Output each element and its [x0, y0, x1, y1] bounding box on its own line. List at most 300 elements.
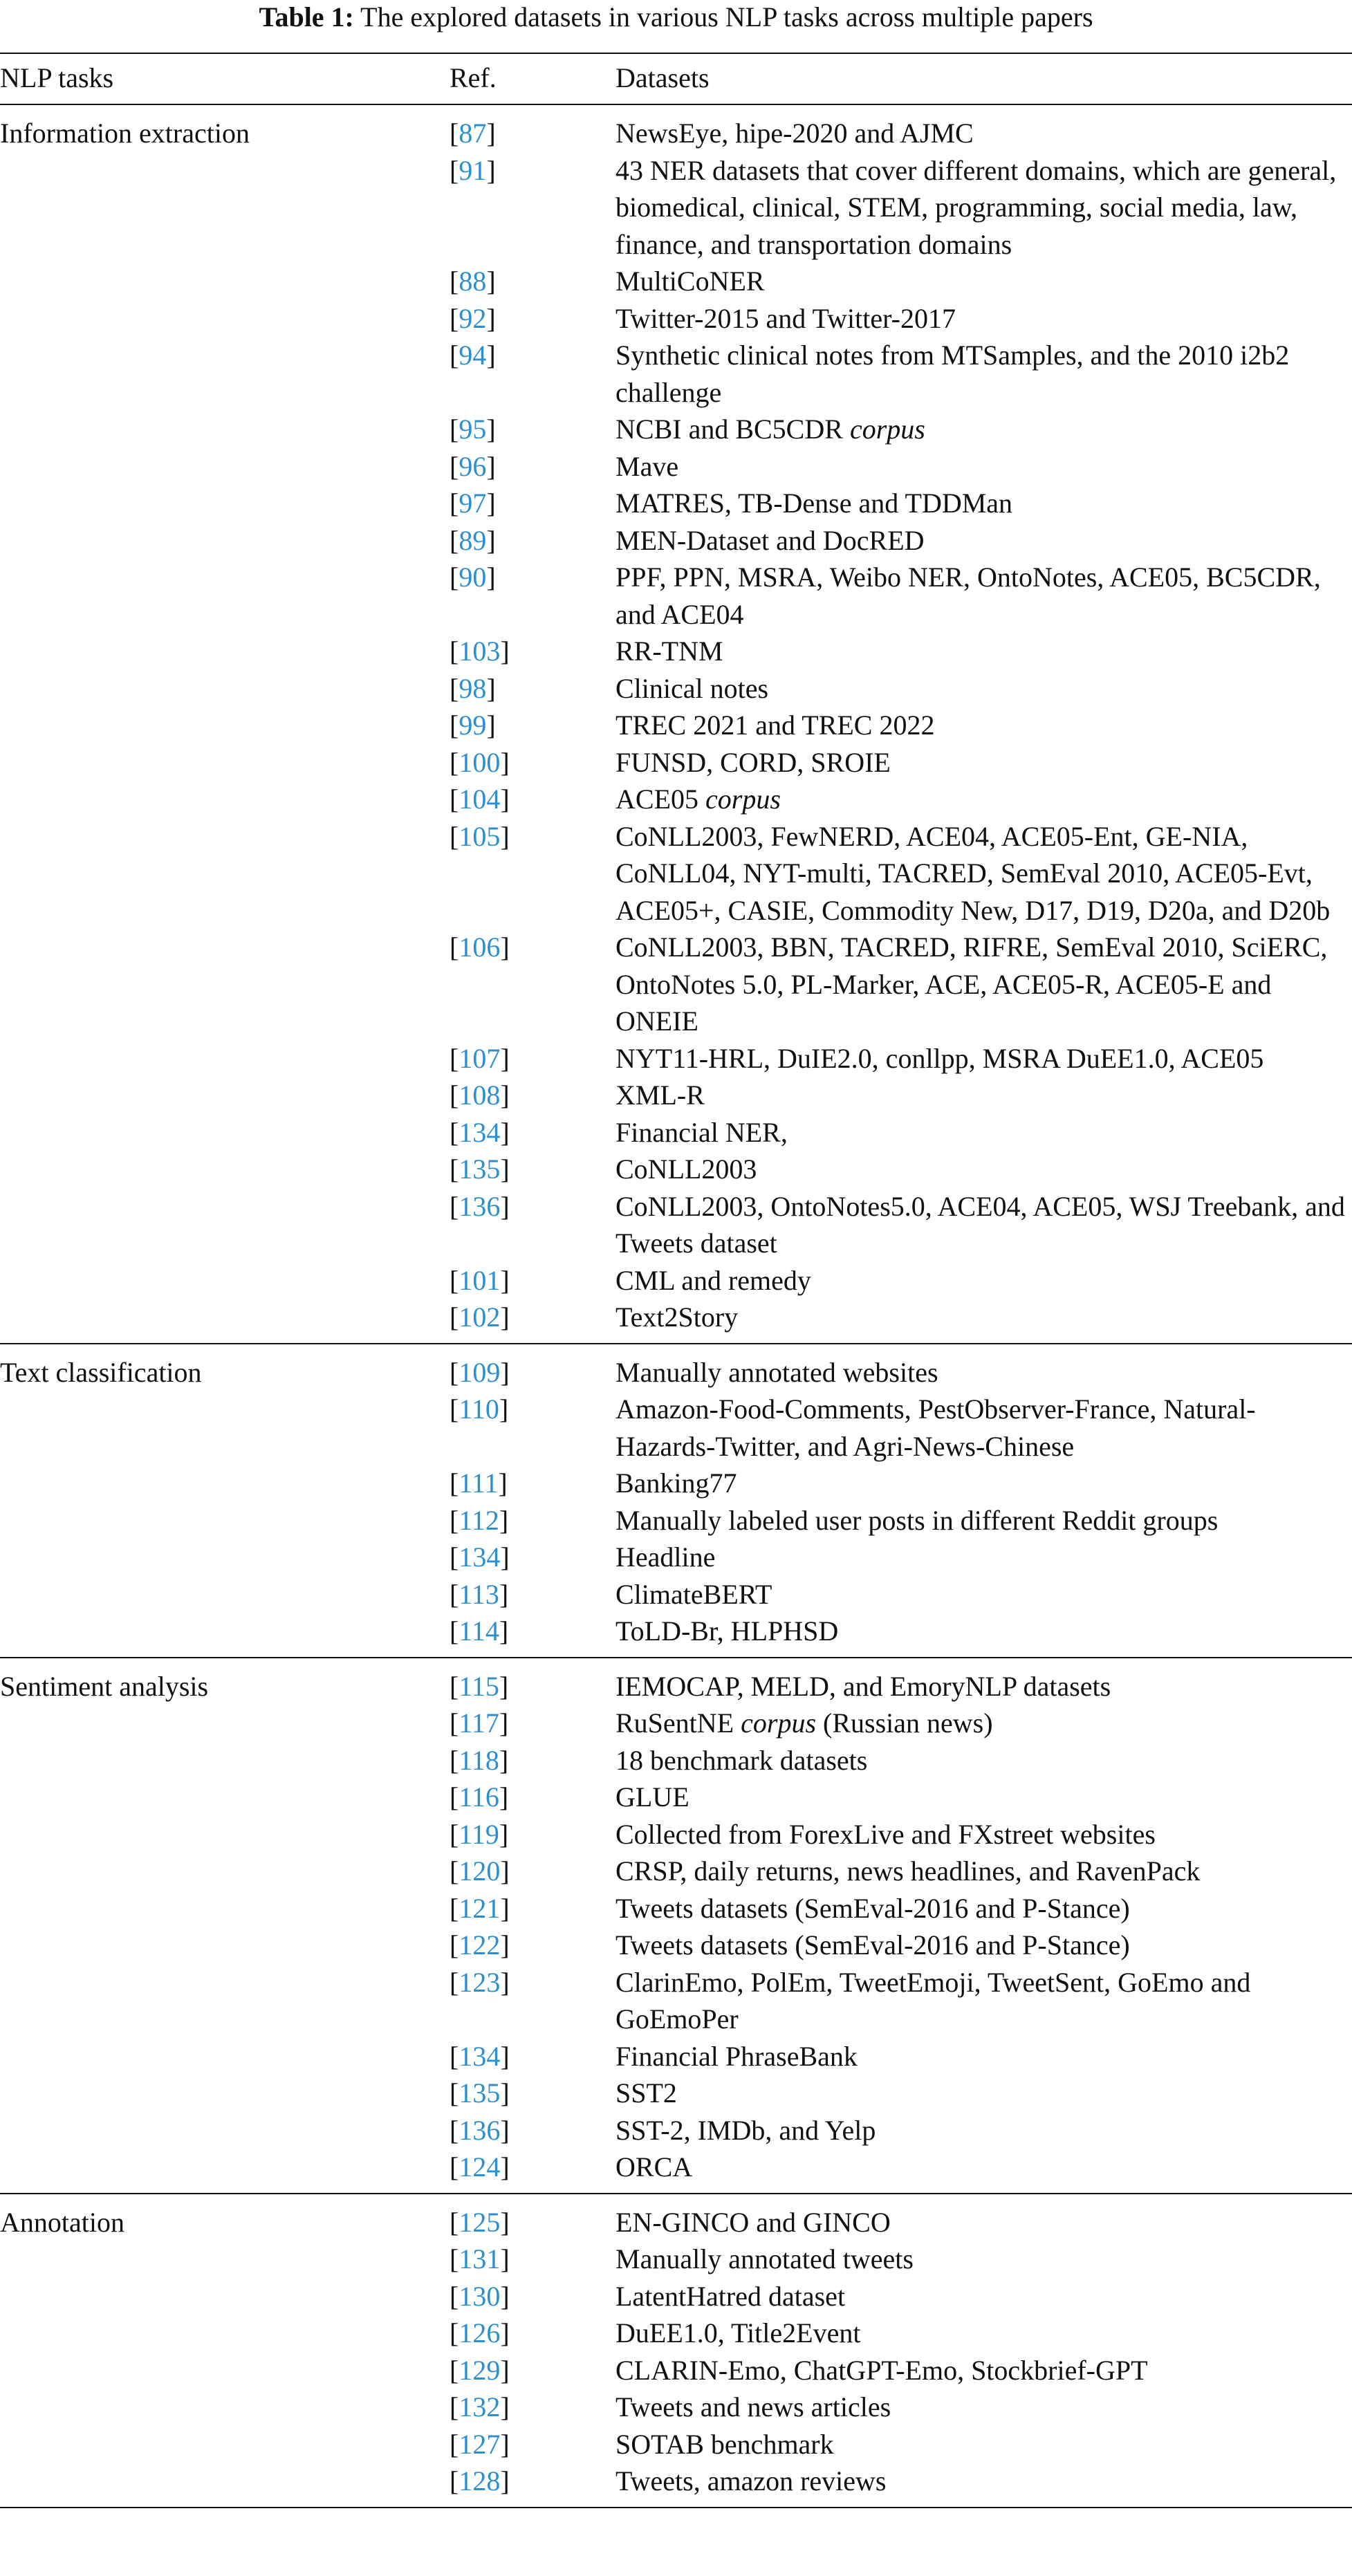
- bracket-open: [: [450, 524, 459, 556]
- datasets-text: EN-GINCO and GINCO: [615, 2206, 891, 2238]
- bracket-close: ]: [499, 1504, 509, 1536]
- task-label: Sentiment analysis: [0, 1670, 209, 1702]
- ref-cell: [450, 1816, 508, 1853]
- citation-link[interactable]: 98: [459, 672, 487, 704]
- datasets-cell: [615, 1151, 1349, 1188]
- bracket-open: [: [450, 414, 459, 445]
- table-row: [0, 2149, 1352, 2186]
- datasets-cell: [615, 1077, 1349, 1114]
- header-nlp-tasks: NLP tasks: [0, 62, 114, 93]
- datasets-cell: [615, 1927, 1349, 1964]
- citation-link[interactable]: 100: [459, 746, 501, 778]
- ref-cell: [450, 2112, 510, 2149]
- citation-link[interactable]: 130: [459, 2280, 501, 2312]
- table-row: [0, 1465, 1352, 1502]
- datasets-cell: [615, 485, 1349, 522]
- datasets-text: Amazon-Food-Comments, PestObserver-France, Natural-Hazards-Twitter, and Agri-News-Chinese: [615, 1393, 1256, 1462]
- datasets-text: MATRES, TB-Dense and TDDMan: [615, 488, 1013, 519]
- bracket-close: ]: [500, 2151, 510, 2183]
- datasets-cell: [615, 1391, 1349, 1465]
- ref-cell: [450, 929, 510, 966]
- ref-cell: [450, 2241, 510, 2278]
- ref-cell: [450, 522, 496, 559]
- bracket-close: ]: [498, 1467, 508, 1499]
- table-row: [0, 1539, 1352, 1576]
- table-row: [0, 744, 1352, 781]
- citation-link[interactable]: 134: [459, 2040, 501, 2072]
- datasets-cell: [615, 1040, 1349, 1077]
- datasets-text: SOTAB benchmark: [615, 2428, 834, 2460]
- bracket-open: [: [450, 1781, 459, 1813]
- bracket-close: ]: [500, 1190, 510, 1222]
- bracket-close: ]: [499, 1578, 509, 1610]
- bracket-close: ]: [500, 2243, 510, 2274]
- bracket-open: [: [450, 2151, 459, 2183]
- citation-link[interactable]: 127: [459, 2428, 501, 2460]
- table-row: [0, 2389, 1352, 2426]
- datasets-text: FUNSD, CORD, SROIE: [615, 746, 891, 778]
- bracket-close: ]: [500, 784, 510, 815]
- datasets-text: Manually annotated websites: [615, 1356, 938, 1388]
- datasets-cell: [615, 2426, 1349, 2463]
- datasets-text: CML and remedy: [615, 1264, 811, 1296]
- datasets-text: GLUE: [615, 1781, 689, 1813]
- datasets-cell: [615, 2112, 1349, 2149]
- table-row: [0, 2075, 1352, 2112]
- datasets-cell: [615, 300, 1349, 337]
- citation-link[interactable]: 118: [459, 1744, 499, 1776]
- citation-link[interactable]: 122: [459, 1929, 501, 1961]
- table-row: [0, 1890, 1352, 1927]
- bracket-close: ]: [499, 1615, 509, 1647]
- bracket-close: ]: [486, 562, 496, 593]
- datasets-cell: [615, 1853, 1349, 1890]
- ref-cell: [450, 2352, 510, 2389]
- bracket-open: [: [450, 1818, 459, 1850]
- datasets-text: Tweets and news articles: [615, 2391, 891, 2422]
- datasets-text: ClimateBERT: [615, 1578, 772, 1610]
- datasets-cell: [615, 559, 1349, 633]
- table-row: [0, 2038, 1352, 2075]
- citation-link[interactable]: 136: [459, 1190, 501, 1222]
- table-row: [0, 1040, 1352, 1077]
- table-row: [0, 1668, 1352, 1705]
- citation-link[interactable]: 108: [459, 1079, 501, 1111]
- bracket-close: ]: [486, 154, 496, 186]
- datasets-cell: [615, 1964, 1349, 2038]
- bracket-close: ]: [486, 488, 496, 519]
- datasets-text: CoNLL2003, OntoNotes5.0, ACE04, ACE05, WSJ Treebank, and Tweets dataset: [615, 1190, 1345, 1259]
- table-row: [0, 1779, 1352, 1816]
- bracket-close: ]: [500, 1541, 510, 1573]
- citation-link[interactable]: 102: [459, 1301, 501, 1333]
- ref-cell: [450, 1077, 510, 1114]
- citation-link[interactable]: 87: [459, 118, 487, 149]
- citation-link[interactable]: 120: [459, 1855, 501, 1887]
- citation-link[interactable]: 105: [459, 820, 501, 852]
- table-row: [0, 411, 1352, 448]
- bracket-open: [: [450, 636, 459, 667]
- ref-cell: [450, 337, 496, 374]
- table-caption-text: The explored datasets in various NLP tasks across multiple papers: [360, 1, 1093, 33]
- bracket-close: ]: [499, 1781, 509, 1813]
- ref-cell: [450, 1964, 510, 2001]
- bracket-open: [: [450, 1467, 459, 1499]
- bracket-open: [: [450, 450, 459, 482]
- citation-link[interactable]: 136: [459, 2114, 501, 2146]
- datasets-cell: [615, 263, 1349, 300]
- bracket-open: [: [450, 1670, 459, 1702]
- ref-cell: [450, 1465, 508, 1502]
- citation-link[interactable]: 117: [459, 1707, 499, 1739]
- datasets-cell: [615, 1114, 1349, 1151]
- bracket-close: ]: [486, 524, 496, 556]
- datasets-cell: [615, 744, 1349, 781]
- citation-link[interactable]: 119: [459, 1818, 499, 1850]
- table-row: [0, 818, 1352, 929]
- table-row: [0, 633, 1352, 670]
- citation-link[interactable]: 107: [459, 1042, 501, 1074]
- bracket-open: [: [450, 1966, 459, 1998]
- citation-link[interactable]: 116: [459, 1781, 499, 1813]
- bracket-close: ]: [500, 932, 510, 963]
- ref-cell: [450, 781, 510, 818]
- datasets-text: CLARIN-Emo, ChatGPT-Emo, Stockbrief-GPT: [615, 2354, 1148, 2386]
- bracket-open: [: [450, 672, 459, 704]
- bracket-close: ]: [499, 1818, 509, 1850]
- datasets-text: RR-TNM: [615, 636, 723, 667]
- citation-link[interactable]: 135: [459, 2077, 501, 2109]
- ref-cell: [450, 1668, 508, 1705]
- bracket-close: ]: [500, 2040, 510, 2072]
- bracket-close: ]: [500, 1966, 510, 1998]
- bracket-open: [: [450, 1929, 459, 1961]
- datasets-text: Tweets, amazon reviews: [615, 2465, 887, 2496]
- datasets-text: NCBI and BC5CDR: [615, 414, 850, 445]
- bracket-open: [: [450, 1855, 459, 1887]
- bracket-close: ]: [486, 450, 496, 482]
- citation-link[interactable]: 132: [459, 2391, 501, 2422]
- bracket-open: [: [450, 1079, 459, 1111]
- table-row: [0, 1077, 1352, 1114]
- citation-link[interactable]: 128: [459, 2465, 501, 2496]
- ref-cell: [450, 2204, 510, 2241]
- bracket-close: ]: [500, 820, 510, 852]
- task-group: [0, 1343, 1352, 1657]
- table-row: [0, 485, 1352, 522]
- ref-cell: [450, 2426, 510, 2463]
- datasets-text: NewsEye, hipe-2020 and AJMC: [615, 118, 974, 149]
- bracket-close: ]: [500, 1855, 510, 1887]
- ref-cell: [450, 1779, 508, 1816]
- ref-cell: [450, 1188, 510, 1225]
- ref-cell: [450, 1040, 510, 1077]
- table-row: [0, 781, 1352, 818]
- bracket-open: [: [450, 1264, 459, 1296]
- citation-link[interactable]: 123: [459, 1966, 501, 1998]
- bracket-open: [: [450, 2040, 459, 2072]
- bracket-close: ]: [500, 2206, 510, 2238]
- ref-cell: [450, 1853, 510, 1890]
- citation-link[interactable]: 125: [459, 2206, 501, 2238]
- bracket-close: ]: [500, 746, 510, 778]
- bracket-close: ]: [500, 1301, 510, 1333]
- bracket-open: [: [450, 2206, 459, 2238]
- citation-link[interactable]: 95: [459, 414, 487, 445]
- citation-link[interactable]: 109: [459, 1356, 501, 1388]
- datasets-cell: [615, 633, 1349, 670]
- bracket-open: [: [450, 2077, 459, 2109]
- bracket-open: [: [450, 1707, 459, 1739]
- datasets-cell: [615, 2463, 1349, 2500]
- datasets-text: TREC 2021 and TREC 2022: [615, 710, 935, 741]
- citation-link[interactable]: 135: [459, 1153, 501, 1185]
- citation-link[interactable]: 110: [459, 1393, 499, 1425]
- datasets-cell: [615, 2352, 1349, 2389]
- datasets-text: DuEE1.0, Title2Event: [615, 2317, 861, 2348]
- bracket-close: ]: [486, 118, 496, 149]
- ref-cell: [450, 115, 496, 152]
- citation-link[interactable]: 112: [459, 1504, 499, 1536]
- ref-cell: [450, 2149, 510, 2186]
- datasets-text: Clinical notes: [615, 672, 769, 704]
- citation-link[interactable]: 134: [459, 1541, 501, 1573]
- citation-link[interactable]: 97: [459, 488, 487, 519]
- ref-cell: [450, 2278, 510, 2315]
- bracket-close: ]: [499, 1707, 509, 1739]
- table-caption: [0, 0, 1352, 35]
- table-row: [0, 2204, 1352, 2241]
- datasets-text: SST2: [615, 2077, 677, 2109]
- bracket-close: ]: [500, 636, 510, 667]
- ref-cell: [450, 2315, 510, 2352]
- ref-cell: [450, 670, 496, 707]
- datasets-italic: corpus: [705, 784, 781, 815]
- bracket-close: ]: [500, 2114, 510, 2146]
- table-row: [0, 1151, 1352, 1188]
- table-row: [0, 1613, 1352, 1650]
- citation-link[interactable]: 126: [459, 2317, 501, 2348]
- datasets-cell: [615, 1262, 1349, 1299]
- citation-link[interactable]: 115: [459, 1670, 499, 1702]
- citation-link[interactable]: 99: [459, 710, 487, 741]
- ref-cell: [450, 744, 510, 781]
- datasets-cell: [615, 448, 1349, 485]
- table-row: [0, 1299, 1352, 1336]
- ref-cell: [450, 1299, 510, 1336]
- ref-cell: [450, 1262, 510, 1299]
- citation-link[interactable]: 96: [459, 450, 487, 482]
- table-row: [0, 1262, 1352, 1299]
- table-body: [0, 105, 1352, 2507]
- bracket-close: ]: [499, 1393, 509, 1425]
- citation-link[interactable]: 114: [459, 1615, 499, 1647]
- bracket-close: ]: [499, 1744, 509, 1776]
- table-row: [0, 115, 1352, 152]
- datasets-text: Synthetic clinical notes from MTSamples, and the 2010 i2b2 challenge: [615, 340, 1290, 408]
- bracket-close: ]: [486, 340, 496, 371]
- datasets-text: ACE05: [615, 784, 705, 815]
- table-row: [0, 2315, 1352, 2352]
- bracket-close: ]: [500, 2391, 510, 2422]
- datasets-cell: [615, 781, 1349, 818]
- table-row: [0, 1853, 1352, 1890]
- header-ref: Ref.: [450, 62, 497, 93]
- ref-cell: [450, 263, 496, 300]
- datasets-text: 43 NER datasets that cover different domains, which are general, biomedical, clinical, STEM, programming, social media, law, finance, and transportation domains: [615, 154, 1337, 260]
- bracket-close: ]: [500, 1929, 510, 1961]
- bracket-open: [: [450, 1892, 459, 1924]
- citation-link[interactable]: 124: [459, 2151, 501, 2183]
- datasets-text: Financial NER,: [615, 1116, 788, 1148]
- bracket-open: [: [450, 1301, 459, 1333]
- datasets-cell: [615, 115, 1349, 152]
- datasets-cell: [615, 1502, 1349, 1539]
- task-group: [0, 2193, 1352, 2507]
- table-row: [0, 707, 1352, 744]
- bracket-open: [: [450, 932, 459, 963]
- ref-cell: [450, 633, 510, 670]
- header-datasets: Datasets: [615, 62, 710, 93]
- table-row: [0, 522, 1352, 559]
- ref-cell: [450, 2463, 510, 2500]
- citation-link[interactable]: 104: [459, 784, 501, 815]
- citation-link[interactable]: 121: [459, 1892, 501, 1924]
- citation-link[interactable]: 131: [459, 2243, 501, 2274]
- citation-link[interactable]: 90: [459, 562, 487, 593]
- datasets-cell: [615, 1465, 1349, 1502]
- table-caption-label: Table 1:: [259, 1, 354, 33]
- datasets-text: 18 benchmark datasets: [615, 1744, 868, 1776]
- datasets-cell: [615, 152, 1349, 263]
- bracket-open: [: [450, 820, 459, 852]
- datasets-cell: [615, 818, 1349, 929]
- citation-link[interactable]: 89: [459, 524, 487, 556]
- citation-link[interactable]: 91: [459, 154, 487, 186]
- datasets-cell: [615, 1816, 1349, 1853]
- ref-cell: [450, 1502, 508, 1539]
- bracket-close: ]: [500, 1356, 510, 1388]
- datasets-cell: [615, 1705, 1349, 1742]
- citation-link[interactable]: 134: [459, 1116, 501, 1148]
- datasets-text: Mave: [615, 450, 679, 482]
- datasets-text: Manually labeled user posts in different Reddit groups: [615, 1504, 1219, 1536]
- datasets-text: CoNLL2003, FewNERD, ACE04, ACE05-Ent, GE-NIA, CoNLL04, NYT-multi, TACRED, SemEval 2010, ACE05-Evt, ACE05+, CASIE, Commodity New, D17, D19, D20a, and D20b: [615, 820, 1331, 926]
- citation-link[interactable]: 106: [459, 932, 501, 963]
- datasets-cell: [615, 1299, 1349, 1336]
- datasets-text: SST-2, IMDb, and Yelp: [615, 2114, 876, 2146]
- datasets-cell: [615, 337, 1349, 411]
- bracket-close: ]: [500, 1116, 510, 1148]
- bracket-open: [: [450, 2114, 459, 2146]
- ref-cell: [450, 2389, 510, 2426]
- datasets-italic: corpus: [849, 414, 925, 445]
- bracket-open: [: [450, 2428, 459, 2460]
- bracket-close: ]: [486, 414, 496, 445]
- citation-link[interactable]: 103: [459, 636, 501, 667]
- table-row: [0, 448, 1352, 485]
- bracket-open: [: [450, 1393, 459, 1425]
- datasets-text: NYT11-HRL, DuIE2.0, conllpp, MSRA DuEE1.0, ACE05: [615, 1042, 1264, 1074]
- table-row: [0, 1188, 1352, 1262]
- datasets-cell: [615, 1188, 1349, 1262]
- datasets-cell: [615, 1354, 1349, 1391]
- datasets-cell: [615, 2038, 1349, 2075]
- datasets-text: ORCA: [615, 2151, 693, 2183]
- bracket-close: ]: [486, 672, 496, 704]
- bracket-open: [: [450, 2465, 459, 2496]
- bracket-open: [: [450, 1116, 459, 1148]
- datasets-cell: [615, 1890, 1349, 1927]
- datasets-text: CoNLL2003: [615, 1153, 757, 1185]
- datasets-text: Text2Story: [615, 1301, 739, 1333]
- datasets-cell: [615, 522, 1349, 559]
- table-row: [0, 1576, 1352, 1613]
- datasets-text: ClarinEmo, PolEm, TweetEmoji, TweetSent, GoEmo and GoEmoPer: [615, 1966, 1251, 2035]
- datasets-cell: [615, 2204, 1349, 2241]
- datasets-text: XML-R: [615, 1079, 705, 1111]
- datasets-italic: corpus: [741, 1707, 817, 1739]
- datasets-cell: [615, 2241, 1349, 2278]
- datasets-text: RuSentNE: [615, 1707, 741, 1739]
- citation-link[interactable]: 92: [459, 302, 487, 334]
- bracket-close: ]: [500, 1264, 510, 1296]
- ref-cell: [450, 1114, 510, 1151]
- citation-link[interactable]: 113: [459, 1578, 499, 1610]
- datasets-text: CoNLL2003, BBN, TACRED, RIFRE, SemEval 2010, SciERC, OntoNotes 5.0, PL-Marker, ACE, ACE05-R, ACE05-E and ONEIE: [615, 932, 1328, 1037]
- citation-link[interactable]: 94: [459, 340, 487, 371]
- citation-link[interactable]: 88: [459, 266, 487, 297]
- bracket-open: [: [450, 1578, 459, 1610]
- datasets-cell: [615, 1539, 1349, 1576]
- datasets-text: CRSP, daily returns, news headlines, and RavenPack: [615, 1855, 1201, 1887]
- bracket-close: ]: [500, 2077, 510, 2109]
- bracket-open: [: [450, 562, 459, 593]
- table-row: [0, 2278, 1352, 2315]
- table-row: [0, 152, 1352, 263]
- datasets-cell: [615, 1613, 1349, 1650]
- datasets-cell: [615, 2389, 1349, 2426]
- ref-cell: [450, 1354, 510, 1391]
- ref-cell: [450, 411, 496, 448]
- datasets-text: MultiCoNER: [615, 266, 765, 297]
- table-row: [0, 263, 1352, 300]
- table-row: [0, 1816, 1352, 1853]
- bracket-close: ]: [486, 302, 496, 334]
- datasets-cell: [615, 2315, 1349, 2352]
- datasets-text: Headline: [615, 1541, 716, 1573]
- datasets-text: Banking77: [615, 1467, 737, 1499]
- ref-cell: [450, 1890, 510, 1927]
- table-row: [0, 1705, 1352, 1742]
- bracket-open: [: [450, 784, 459, 815]
- bracket-open: [: [450, 1615, 459, 1647]
- ref-cell: [450, 559, 496, 596]
- task-label: Annotation: [0, 2206, 124, 2238]
- datasets-text: Tweets datasets (SemEval-2016 and P-Stance): [615, 1929, 1130, 1961]
- bracket-close: ]: [500, 1079, 510, 1111]
- datasets-text: Financial PhraseBank: [615, 2040, 858, 2072]
- datasets-text: MEN-Dataset and DocRED: [615, 524, 925, 556]
- citation-link[interactable]: 129: [459, 2354, 501, 2386]
- table-row: [0, 2112, 1352, 2149]
- bracket-open: [: [450, 2354, 459, 2386]
- table-row: [0, 337, 1352, 411]
- citation-link[interactable]: 111: [459, 1467, 499, 1499]
- bracket-open: [: [450, 1744, 459, 1776]
- citation-link[interactable]: 101: [459, 1264, 501, 1296]
- bracket-close: ]: [500, 1892, 510, 1924]
